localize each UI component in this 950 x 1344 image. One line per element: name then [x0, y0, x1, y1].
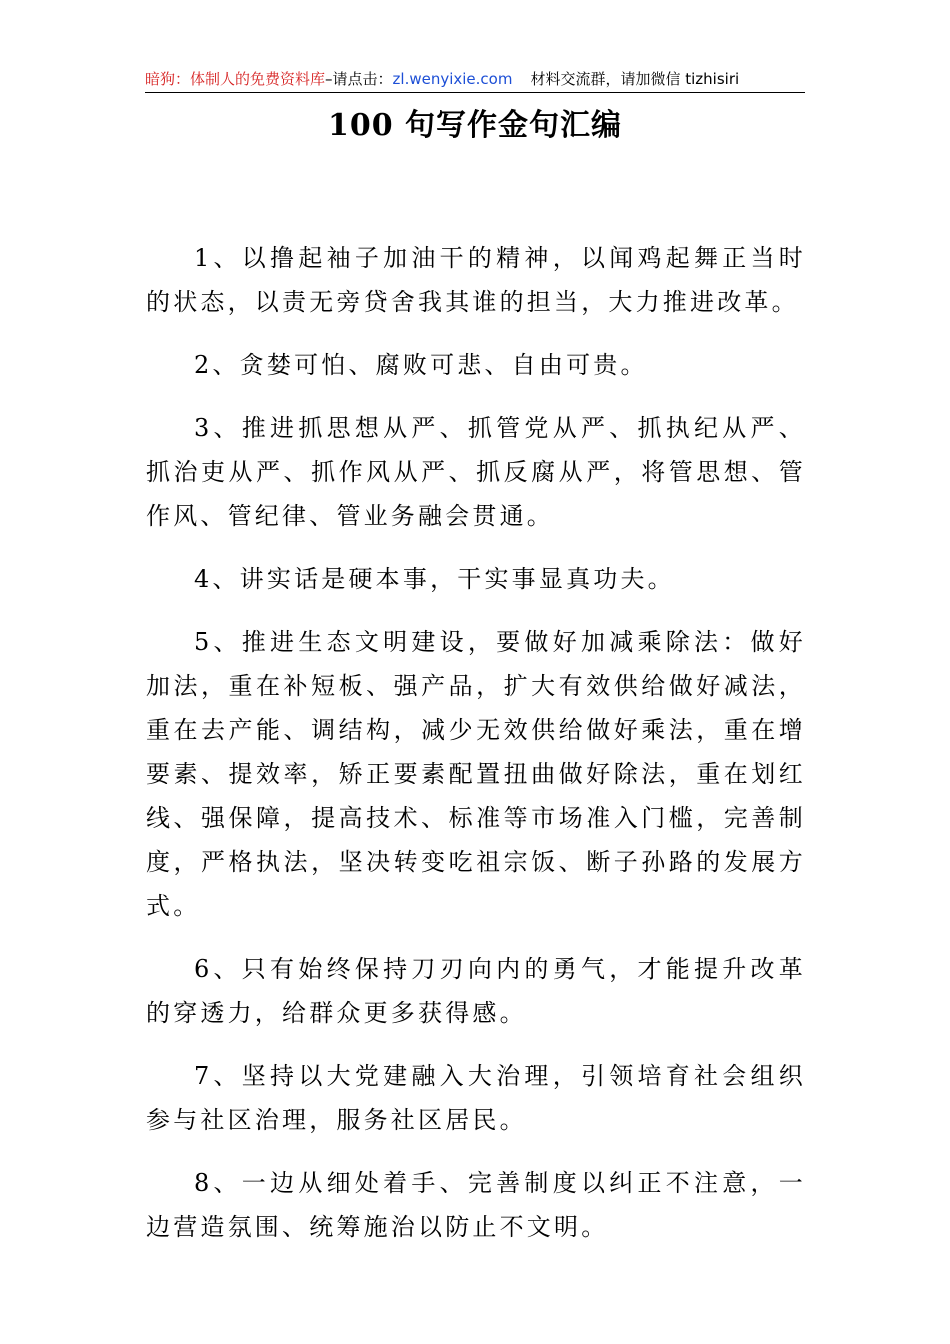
- header-group-note: 材料交流群，请加微信 tizhisiri: [530, 70, 740, 88]
- paragraph-8: 8、一边从细处着手、完善制度以纠正不注意，一边营造氛围、统筹施治以防止不文明。: [146, 1169, 806, 1241]
- header-brand-text: 暗狗：体制人的免费资料库: [145, 70, 326, 88]
- paragraph-5: 5、推进生态文明建设，要做好加减乘除法：做好加法，重在补短板、强产品，扩大有效供给做好减法，重在去产能、调结构，减少无效供给做好乘法，重在增要素、提效率，矫正要素配置扭曲做好除法，重在划红线、强保障，提高技术、标准等市场准入门槛，完善制度，严格执法，坚决转变吃祖宗饭、断子孙路的发展方式。: [146, 628, 806, 920]
- paragraph-4: 4、讲实话是硬本事，干实事显真功夫。: [194, 565, 675, 593]
- paragraph-3: 3、推进抓思想从严、抓管党从严、抓执纪从严、抓治吏从严、抓作风从严、抓反腐从严，将管思想、管作风、管纪律、管业务融会贯通。: [146, 414, 806, 530]
- header-url-link[interactable]: zl.wenyixie.com: [392, 70, 513, 88]
- page-header: [145, 68, 805, 93]
- paragraph-6: 6、只有始终保持刀刃向内的勇气，才能提升改革的穿透力，给群众更多获得感。: [146, 955, 806, 1027]
- paragraph-7: 7、坚持以大党建融入大治理，引领培育社会组织参与社区治理，服务社区居民。: [146, 1062, 806, 1134]
- document-body: [146, 236, 806, 1268]
- paragraph-1: 1、以撸起袖子加油干的精神，以闻鸡起舞正当时的状态，以责无旁贷舍我其谁的担当，大力推进改革。: [146, 244, 806, 316]
- paragraph-2: 2、贪婪可怕、腐败可悲、自由可贵。: [194, 351, 648, 379]
- document-title: 100 句写作金句汇编: [327, 108, 623, 143]
- header-click-prefix: –请点击：: [325, 70, 393, 88]
